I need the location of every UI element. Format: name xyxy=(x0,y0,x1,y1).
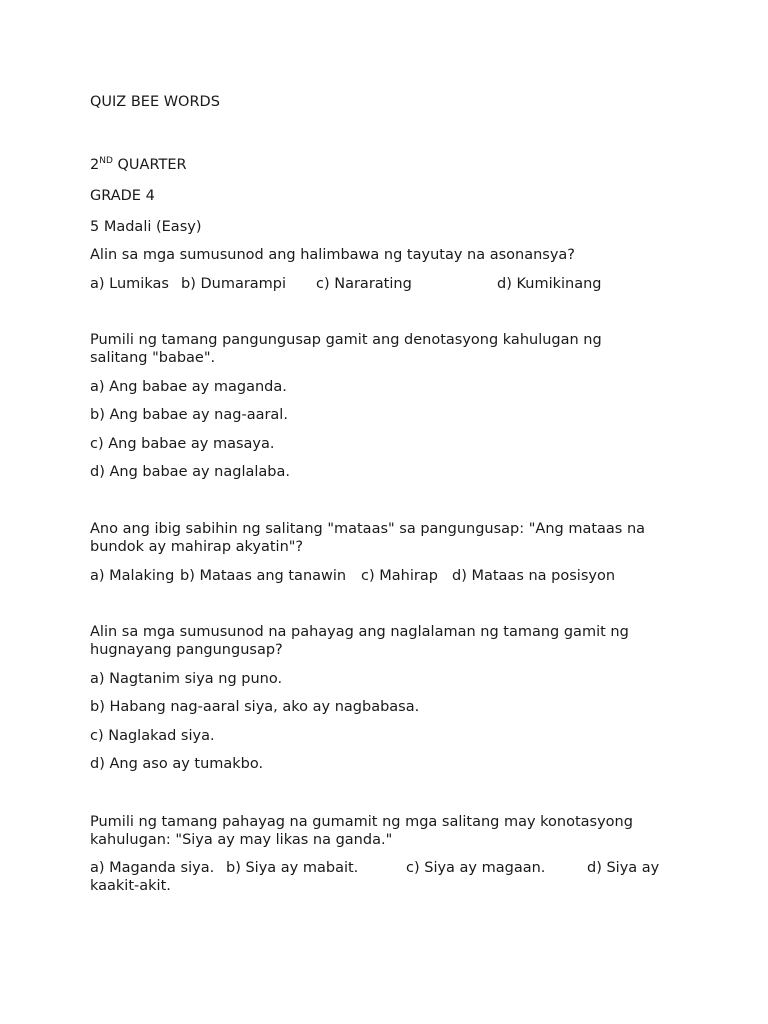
quarter-number: 2 xyxy=(90,157,100,173)
question-4-text: Alin sa mga sumusunod na pahayag ang naglalaman ng tamang gamit ng hugnayang pangungusap? xyxy=(90,624,629,658)
question-3-option-a: a) Malaking xyxy=(90,568,175,584)
question-5-option-d-text xyxy=(587,860,659,876)
question-2-text: Pumili ng tamang pangungusap gamit ang denotasyong kahulugan ng salitang "babae". xyxy=(90,332,602,366)
question-5-option-d xyxy=(587,859,659,877)
question-3-options xyxy=(90,567,690,585)
document-title: QUIZ BEE WORDS xyxy=(90,94,220,110)
grade-heading: GRADE 4 xyxy=(90,188,155,204)
difficulty-heading: 5 Madali (Easy) xyxy=(90,219,202,235)
question-2-option-d: d) Ang babae ay naglalaba. xyxy=(90,464,290,480)
question-1-option-c: c) Nararating xyxy=(316,276,412,292)
question-2-option-c: c) Ang babae ay masaya. xyxy=(90,436,275,452)
question-5-options xyxy=(90,859,690,895)
question-4-option-b: b) Habang nag-aaral siya, ako ay nagbabasa. xyxy=(90,699,420,715)
question-5-option-c: c) Siya ay magaan. xyxy=(406,860,546,876)
question-3-option-c: c) Mahirap xyxy=(361,568,438,584)
question-5-option-d-line-1: d) Siya ay xyxy=(587,860,660,876)
question-4-option-c: c) Naglakad siya. xyxy=(90,728,215,744)
question-4-option-d: d) Ang aso ay tumakbo. xyxy=(90,756,264,772)
question-4-option-a: a) Nagtanim siya ng puno. xyxy=(90,671,283,687)
question-5-option-b: b) Siya ay mabait. xyxy=(226,860,359,876)
question-1-option-b: b) Dumarampi xyxy=(181,276,287,292)
quarter-heading xyxy=(90,156,187,174)
question-2-option-a: a) Ang babae ay maganda. xyxy=(90,379,287,395)
quarter-suffix: ND xyxy=(99,156,113,166)
question-5-option-a: a) Maganda siya. xyxy=(90,860,215,876)
question-1-text: Alin sa mga sumusunod ang halimbawa ng tayutay na asonansya? xyxy=(90,247,575,263)
question-1-option-a: a) Lumikas xyxy=(90,276,169,292)
question-3-text: Ano ang ibig sabihin ng salitang "mataas" sa pangungusap: "Ang mataas na bundok ay mahirap akyatin"? xyxy=(90,521,646,555)
question-5-option-d-line-2: kaakit-akit. xyxy=(90,878,171,894)
question-1-option-d: d) Kumikinang xyxy=(497,276,602,292)
question-5-text: Pumili ng tamang pahayag na gumamit ng mga salitang may konotasyong kahulugan: "Siya ay may likas na ganda." xyxy=(90,814,633,848)
question-3-option-b: b) Mataas ang tanawin xyxy=(180,568,347,584)
question-3-option-d: d) Mataas na posisyon xyxy=(452,568,616,584)
question-1-options xyxy=(90,275,690,293)
question-2-option-b: b) Ang babae ay nag-aaral. xyxy=(90,407,288,423)
quarter-label: QUARTER xyxy=(112,157,187,173)
